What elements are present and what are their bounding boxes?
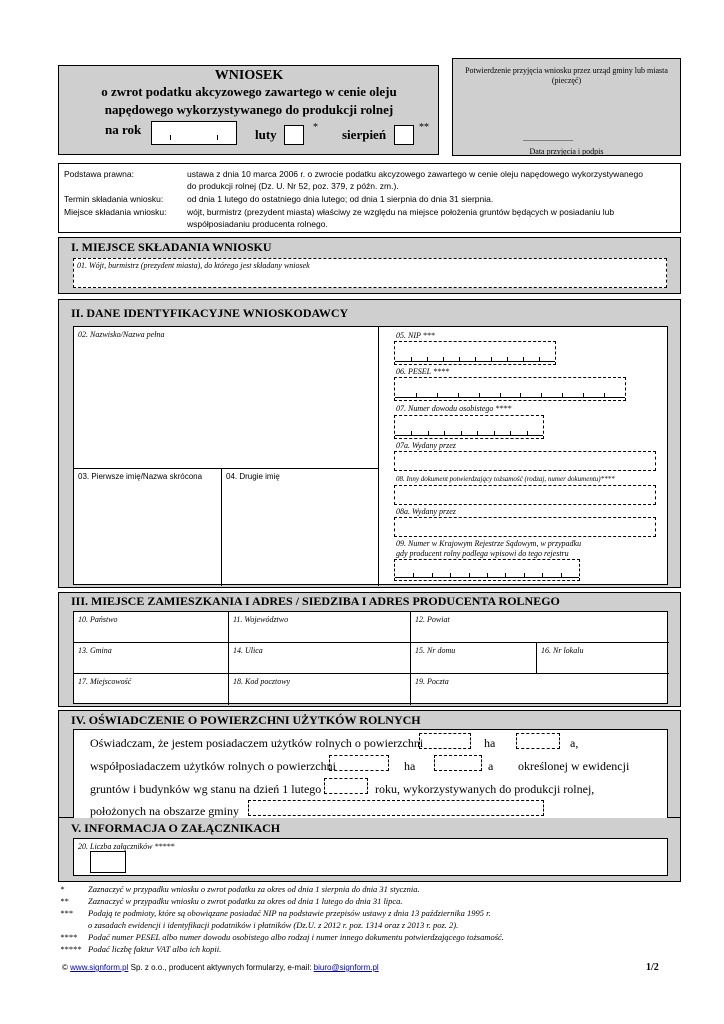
area-a-1-input[interactable] [516, 733, 560, 749]
field-09-label-1: 09. Numer w Krajowym Rejestrze Sądowym, w przypadku [396, 539, 582, 548]
field-03-input[interactable] [74, 469, 222, 586]
field-10-label: 10. Państwo [78, 615, 118, 624]
declaration-text-3b: roku, wykorzystywanych do produkcji rolnej, [375, 782, 595, 796]
place-text-1: wójt, burmistrz (prezydent miasta) właściwy ze względu na miejsce położenia gruntów będących w posiadaniu lub [187, 207, 615, 217]
section-4-title: IV. OŚWIADCZENIE O POWIERZCHNI UŻYTKÓW ROLNYCH [71, 713, 421, 727]
field-01-label: 01. Wójt, burmistrz (prezydent miasta), do którego jest składany wniosek [77, 261, 310, 270]
legal-info-box [58, 163, 681, 233]
field-08-input[interactable] [394, 485, 656, 505]
section-2 [58, 299, 681, 588]
note-row [60, 908, 491, 918]
website-link[interactable]: www.signform.pl [70, 963, 129, 972]
basis-text-1: ustawa z dnia 10 marca 2006 r. o zwrocie podatku akcyzowego zawartego w cenie oleju napędowego wykorzystywanego [187, 169, 643, 179]
section-2-title: II. DANE IDENTYFIKACYJNE WNIOSKODAWCY [71, 306, 349, 320]
note-mark: **** [60, 932, 77, 942]
note-text: Podają te podmioty, które są obowiązane posiadać NIP na podstawie przepisów ustawy z dnia 13 października 1995 r. [88, 908, 491, 918]
section-3 [58, 592, 681, 707]
field-19-label: 19. Poczta [415, 677, 449, 686]
luty-label: luty [255, 127, 277, 142]
field-17-label: 17. Miejscowość [78, 677, 132, 686]
note-row [60, 944, 221, 954]
declaration-text-4: położonych na obszarze gminy [90, 804, 239, 818]
note-mark: ***** [60, 944, 82, 954]
note-text: Podać liczbę faktur VAT albo ich kopii. [88, 944, 222, 954]
identification-grid [73, 326, 668, 585]
note-mark: *** [60, 908, 73, 918]
term-text: od dnia 1 lutego do ostatniego dnia lutego; od dnia 1 sierpnia do dnia 31 sierpnia. [187, 194, 494, 204]
field-12-input[interactable] [411, 612, 669, 643]
field-07a-input[interactable] [394, 451, 656, 471]
year-label: na rok [105, 122, 142, 137]
section-1 [58, 237, 681, 294]
field-02-input[interactable] [74, 327, 379, 469]
address-grid [73, 611, 668, 704]
field-07-label: 07. Numer dowodu osobistego **** [396, 404, 512, 413]
field-05-label: 05. NIP *** [396, 331, 435, 340]
note-mark: ** [60, 896, 69, 906]
field-08a-input[interactable] [394, 517, 656, 537]
field-07-input[interactable] [394, 415, 544, 439]
declaration-text-2b: określonej w ewidencji [518, 759, 630, 773]
year-1-feb-input[interactable] [324, 778, 368, 794]
area-a-2-input[interactable] [434, 755, 482, 771]
basis-label: Podstawa prawna: [64, 169, 134, 179]
date-dots: .................................................. [523, 137, 573, 143]
field-18-label: 18. Kod pocztowy [233, 677, 291, 686]
a-label-1: a, [570, 736, 579, 750]
field-05-input[interactable] [394, 341, 556, 365]
field-20-input[interactable] [90, 851, 126, 873]
field-13-label: 13. Gmina [78, 646, 112, 655]
field-09-label-2: gdy producent rolny podlega wpisowi do tego rejestru [396, 549, 569, 558]
header-box [58, 65, 439, 155]
field-17-input[interactable] [74, 674, 229, 705]
page-number: 1/2 [646, 962, 659, 973]
confirmation-text: Potwierdzenie przyjęcia wniosku przez urząd gminy lub miasta [465, 66, 668, 75]
luty-star: * [313, 122, 318, 133]
form-subtitle-1: o zwrot podatku akcyzowego zawartego w cenie oleju [101, 84, 397, 99]
field-08-label: 08. Inny dokument potwierdzający tożsamość (rodzaj, numer dokumentu)**** [396, 475, 615, 483]
field-15-input[interactable] [411, 643, 537, 674]
sierpien-star: ** [419, 122, 429, 133]
form-subtitle-2: napędowego wykorzystywanego do produkcji rolnej [104, 102, 394, 117]
field-02-label: 02. Nazwisko/Nazwa pełna [78, 330, 165, 339]
a-label-2: a [488, 759, 494, 773]
field-03-label: 03. Pierwsze imię/Nazwa skrócona [78, 472, 203, 481]
footer [62, 963, 662, 977]
note-text: Podać numer PESEL albo numer dowodu osobistego albo rodzaj i numer innego dokumentu potwierdzającego tożsamość. [88, 932, 504, 942]
declaration-text-2: współposiadaczem użytków rolnych o powierzchni [90, 759, 336, 773]
term-label: Termin składania wniosku: [64, 194, 164, 204]
note-text: Zaznaczyć w przypadku wniosku o zwrot podatku za okres od dnia 1 sierpnia do dnia 31 stycznia. [88, 884, 420, 894]
confirmation-box [452, 58, 681, 156]
form-title: WNIOSEK [214, 68, 284, 83]
note-row [60, 896, 403, 906]
digit-baseline [395, 397, 625, 398]
place-text-2: współposiadaniu producenta rolnego. [187, 219, 328, 229]
sierpien-label: sierpień [342, 127, 387, 142]
declaration-text-3: gruntów i budynków wg stanu na dzień 1 lutego [90, 782, 322, 796]
stamp-text: (pieczęć) [551, 76, 582, 85]
section-3-title: III. MIEJSCE ZAMIESZKANIA I ADRES / SIEDZIBA I ADRES PRODUCENTA ROLNEGO [71, 594, 560, 608]
field-18-input[interactable] [229, 674, 411, 705]
digit-baseline [395, 577, 579, 578]
sierpien-checkbox[interactable] [394, 125, 414, 145]
section-5-title: V. INFORMACJA O ZAŁĄCZNIKACH [71, 821, 281, 835]
year-input[interactable] [151, 121, 237, 145]
note-row [60, 884, 420, 894]
field-20-box [73, 838, 668, 876]
basis-text-2: do produkcji rolnej (Dz. U. Nr 52, poz. 379, z późn. zm.). [187, 181, 399, 191]
section-5 [58, 818, 681, 882]
field-16-input[interactable] [537, 643, 669, 674]
area-ha-2-input[interactable] [329, 755, 389, 771]
field-09-input[interactable] [394, 559, 580, 581]
declaration-text-1: Oświadczam, że jestem posiadaczem użytków rolnych o powierzchni [90, 736, 424, 750]
luty-checkbox[interactable] [284, 125, 304, 145]
field-10-input[interactable] [74, 612, 229, 643]
field-11-input[interactable] [229, 612, 411, 643]
field-04-label: 04. Drugie imię [226, 472, 280, 481]
place-label: Miejsce składania wniosku: [64, 207, 167, 217]
footnotes [60, 884, 680, 956]
field-20-label: 20. Liczba załączników ***** [78, 842, 175, 851]
ha-label-1: ha [484, 736, 496, 750]
field-14-label: 14. Ulica [233, 646, 263, 655]
date-label: Data przyjęcia i podpis [529, 147, 604, 156]
note-row [60, 920, 458, 930]
ha-label-2: ha [404, 759, 416, 773]
municipality-input[interactable] [248, 800, 544, 816]
digit-baseline [395, 435, 543, 436]
area-ha-1-input[interactable] [419, 733, 471, 749]
field-06-label: 06. PESEL **** [396, 367, 449, 376]
field-19-input[interactable] [411, 674, 669, 705]
field-07a-label: 07a. Wydany przez [396, 441, 456, 450]
field-16-label: 16. Nr lokalu [541, 646, 584, 655]
field-04-input[interactable] [222, 469, 379, 586]
field-15-label: 15. Nr domu [415, 646, 456, 655]
field-01-input[interactable] [73, 258, 667, 288]
field-11-label: 11. Województwo [233, 615, 289, 624]
copyright-symbol: © [62, 963, 68, 972]
field-08a-label: 08a. Wydany przez [396, 507, 456, 516]
note-mark: * [60, 884, 65, 894]
note-text: o zasadach ewidencji i identyfikacji podatników i płatników (Dz.U. z 2012 r. poz. 1314 oraz z 2013 r. poz. 2). [88, 920, 459, 930]
digit-baseline [395, 361, 555, 362]
field-06-input[interactable] [394, 377, 626, 401]
year-tick-row [170, 135, 218, 140]
footer-middle-text: Sp. z o.o., producent aktywnych formularzy, e-mail: [130, 963, 312, 972]
field-13-input[interactable] [74, 643, 229, 674]
email-link[interactable]: biuro@signform.pl [313, 963, 379, 972]
declaration-box [73, 729, 668, 819]
section-1-title: I. MIEJSCE SKŁADANIA WNIOSKU [71, 240, 272, 254]
section-4 [58, 710, 681, 818]
note-row [60, 932, 504, 942]
field-14-input[interactable] [229, 643, 411, 674]
field-12-label: 12. Powiat [415, 615, 450, 624]
note-text: Zaznaczyć w przypadku wniosku o zwrot podatku za okres od dnia 1 lutego do dnia 31 lipca. [88, 896, 403, 906]
